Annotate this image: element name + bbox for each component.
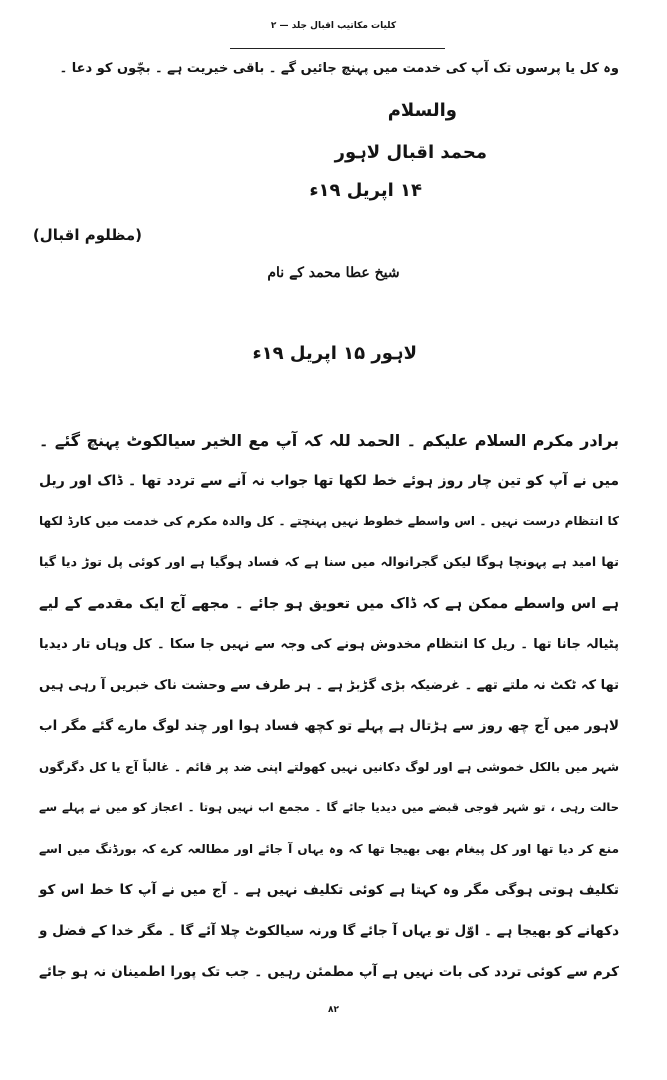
letter-line: کرم سے کوئی تردد کی بات نہیں ہے آپ مطمئن رہیں ۔ جب تک پورا اطمینان نہ ہو جائے bbox=[39, 964, 619, 980]
source-note: (مظلوم اقبال) bbox=[32, 226, 142, 244]
letter-line: کا انتظام درست نہیں ۔ اس واسطے خطوط نہیں پہنچتے ۔ کل والدہ مکرم کی خدمت میں کارڈ لکھا bbox=[39, 514, 619, 528]
letter-line: پٹیالہ جانا تھا ۔ ریل کا انتظام مخدوش ہونے کی وجہ سے نہیں جا سکا ۔ کل وہاں تار دیدیا bbox=[39, 637, 619, 652]
letter-line: لاہور میں آج چھ روز سے ہڑتال ہے پہلے تو کچھ فساد ہوا اور چند لوگ مارے گئے مگر اب bbox=[39, 718, 619, 734]
letter-line: شہر میں بالکل خموشی ہے اور لوگ دکانیں نہیں کھولتے اپنی ضد پر قائم ۔ غالباً آج یا کل دگرگوں bbox=[39, 760, 619, 774]
letter-place-date: لاہور ۱۵ اپریل ۱۹ء bbox=[252, 343, 417, 364]
signature-date: ۱۴ اپریل ۱۹ء bbox=[309, 180, 422, 201]
signature: محمد اقبال لاہور bbox=[334, 142, 487, 163]
letter-heading: شیخ عطا محمد کے نام bbox=[267, 265, 400, 281]
letter-line: منع کر دیا تھا اور کل پیغام بھی بھیجا تھا کہ وہ یہاں آ جائے اور مطالعہ کرے کہ بورڈنگ میں اسے bbox=[39, 842, 619, 856]
previous-letter-closing-line: وہ کل یا پرسوں تک آپ کی خدمت میں پہنچ جائیں گے ۔ باقی خیریت ہے ۔ بچّوں کو دعا ۔ bbox=[59, 61, 619, 76]
letter-line: ہے اس واسطے ممکن ہے کہ ڈاک میں تعویق ہو جائے ۔ مجھے آج ایک مقدمے کے لیے bbox=[39, 596, 619, 612]
header-underline bbox=[230, 48, 445, 49]
letter-line: دکھانے کو بھیجا ہے ۔ اوّل تو یہاں آ جائے گا ورنہ سیالکوٹ چلا آئے گا ۔ مگر خدا کے فضل و bbox=[39, 923, 619, 939]
running-header: کلیات مکاتیب اقبال جلد — ۲ bbox=[270, 21, 397, 31]
closing-salutation: والسلام bbox=[387, 100, 457, 121]
letter-line: برادر مکرم السلام علیکم ۔ الحمد للہ کہ آپ مع الخیر سیالکوٹ پہنچ گئے ۔ bbox=[39, 431, 619, 450]
letter-line: تکلیف ہوتی ہوگی مگر وہ کہتا ہے کوئی تکلیف نہیں ہے ۔ آج میں نے آپ کا خط اس کو bbox=[39, 882, 619, 898]
letter-line: حالت رہی ، تو شہر فوجی قبضے میں دیدیا جائے گا ۔ مجمع اب نہیں ہوتا ۔ اعجاز کو میں نے پہلے سے bbox=[39, 800, 619, 814]
letter-line: میں نے آپ کو تین چار روز ہوئے خط لکھا تھا جواب نہ آنے سے تردد تھا ۔ ڈاک اور ریل bbox=[39, 473, 619, 489]
page-number: ۸۲ bbox=[328, 1005, 339, 1015]
letter-line: تھا کہ ٹکٹ نہ ملتے تھے ۔ غرضیکہ بڑی گڑبڑ ہے ۔ ہر طرف سے وحشت ناک خبریں آ رہی ہیں bbox=[39, 678, 619, 693]
letter-line: تھا امید ہے پہونچا ہوگا لیکن گجرانوالہ میں سنا ہے کہ فساد ہوگیا ہے اور کوئی پل توڑ دیا گیا bbox=[39, 554, 619, 569]
